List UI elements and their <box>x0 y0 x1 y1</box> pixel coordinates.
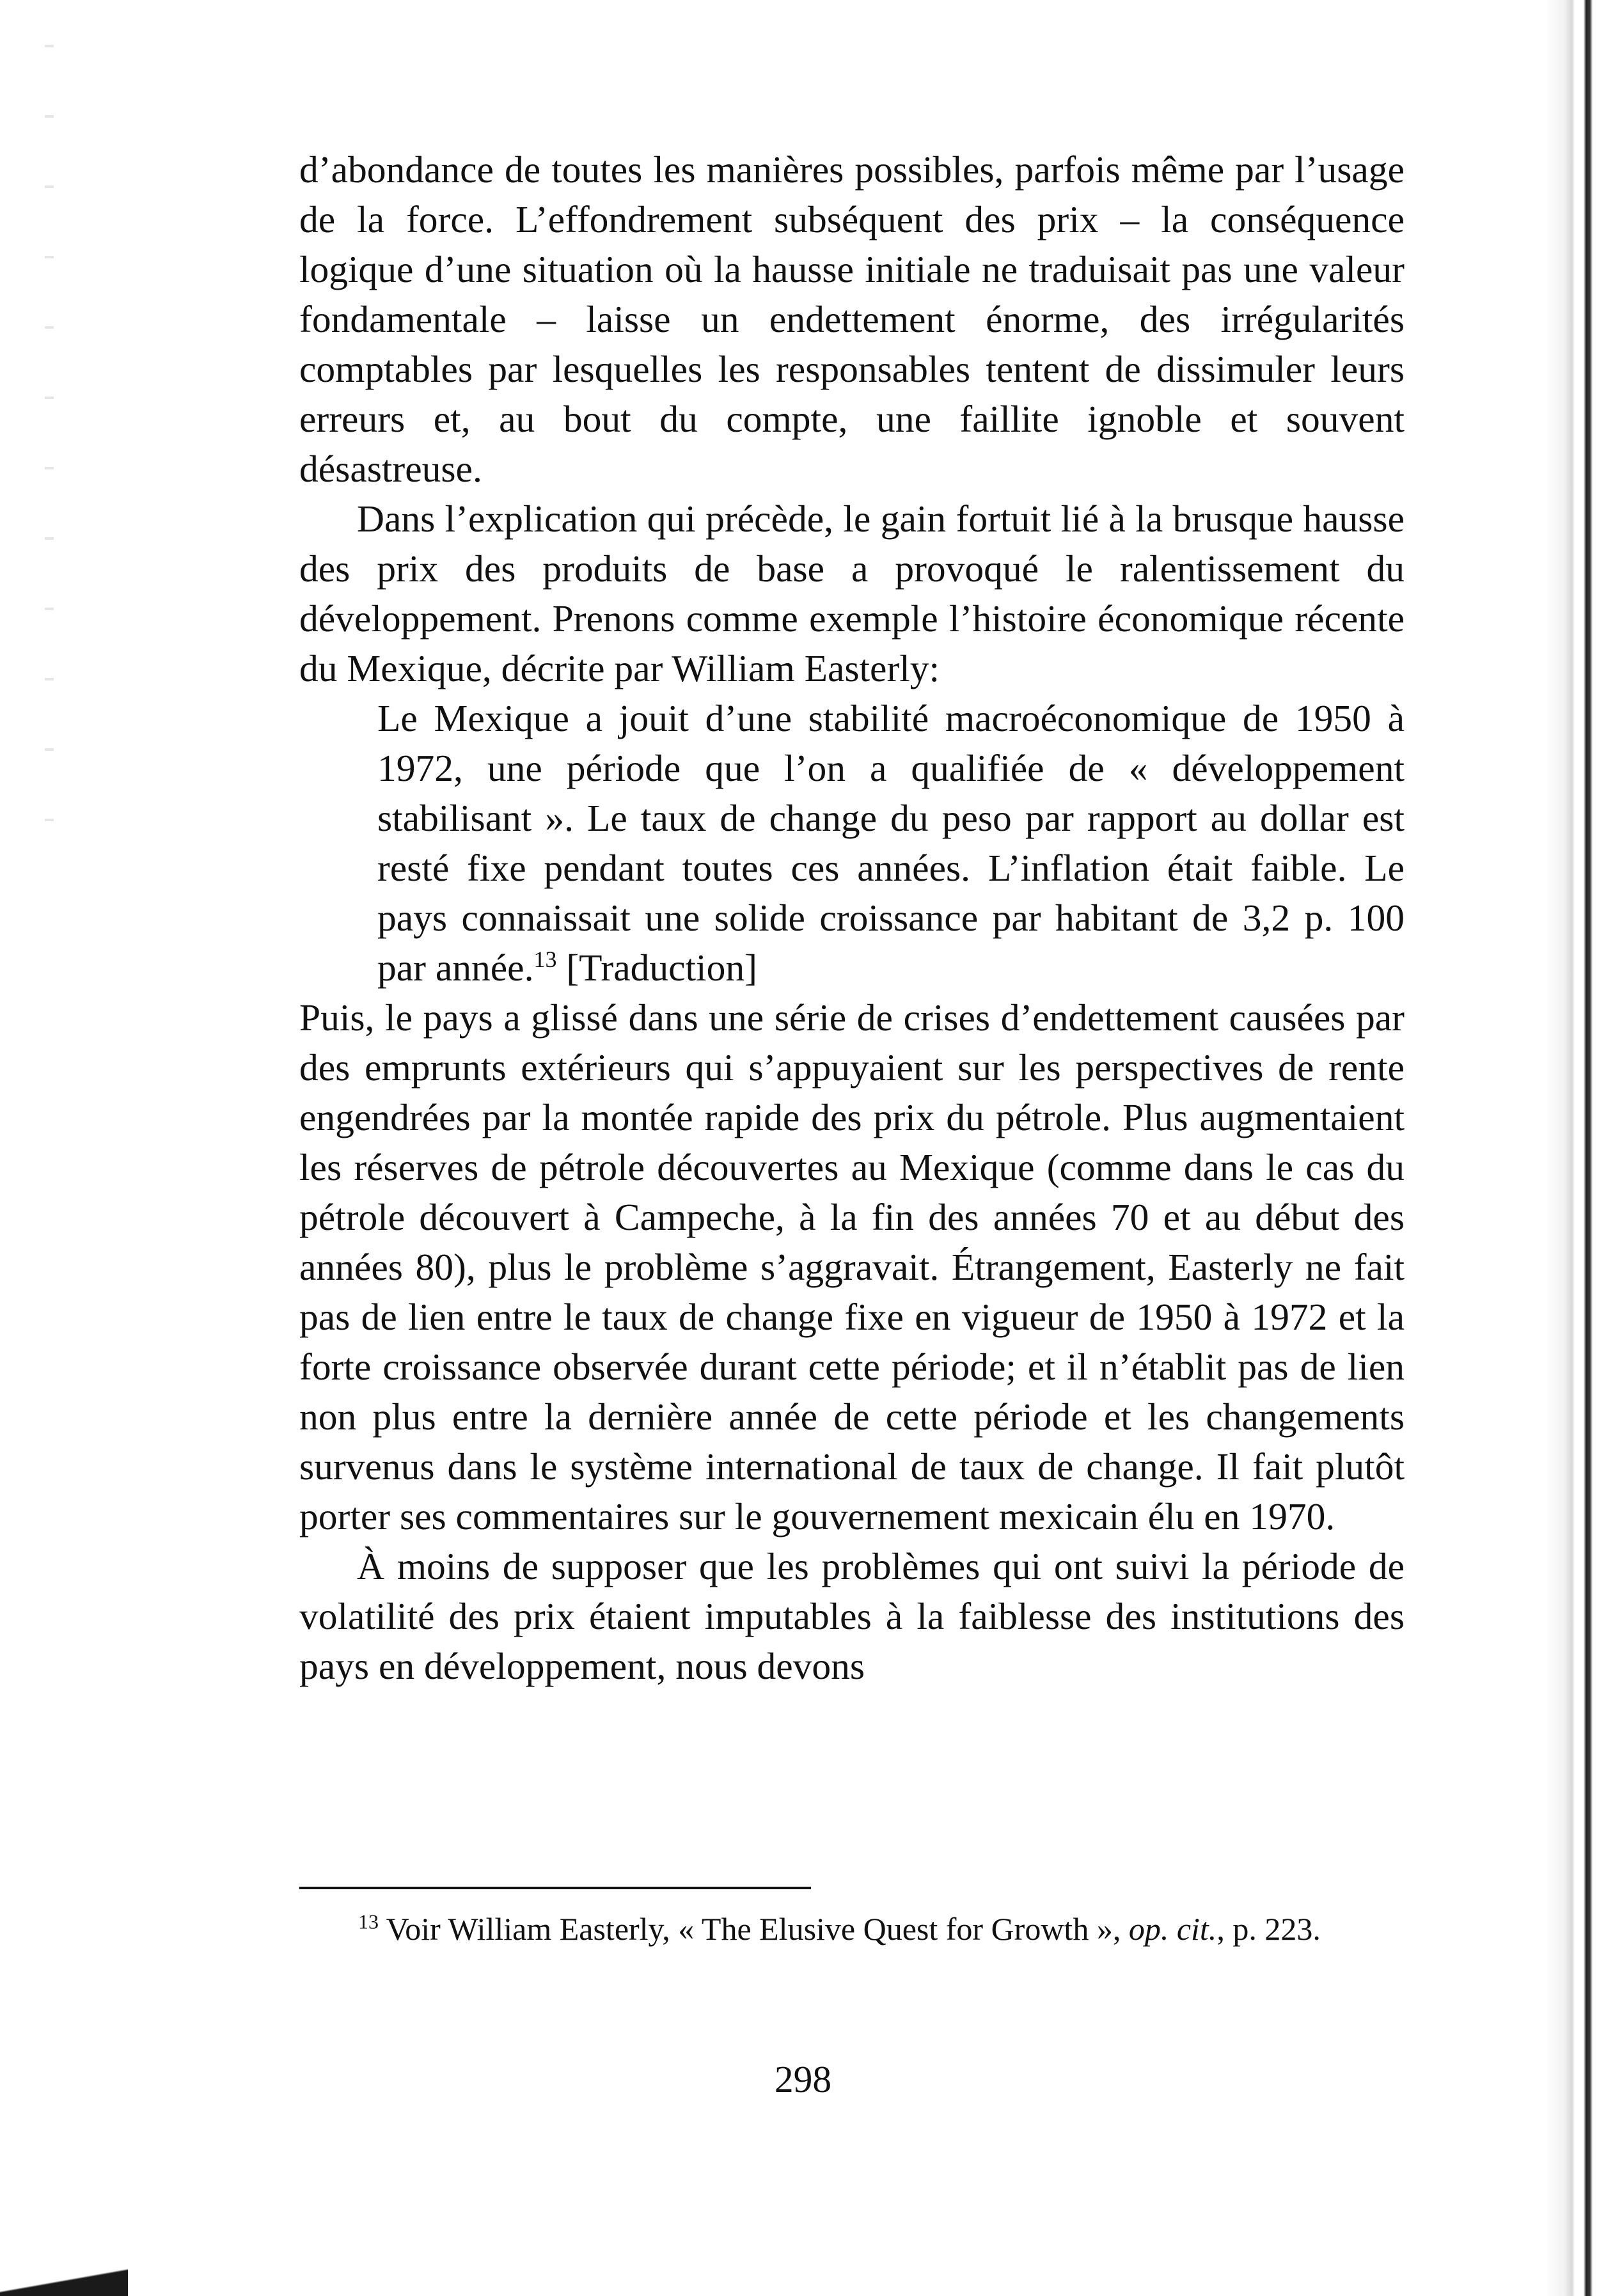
block-quote-text: Le Mexique a jouit d’une stabilité macroéconomique de 1950 à 1972, une période que l’on a qualifiée de « développement stabilisant ». Le taux de change du peso par rapport au dollar est resté fixe pendant toutes ces années. L’inflation était faible. Le pays connaissait une solide croissance par habitant de 3,2 p. 100 par année. <box>377 697 1405 989</box>
scan-corner-shadow <box>0 2258 128 2296</box>
paragraph-1: d’abondance de toutes les manières possibles, parfois même par l’usage de la force. L’effondrement subséquent des prix – la conséquence logique d’une situation où la hausse initiale ne traduisait pas une valeur fondamentale – laisse un endettement énorme, des irrégularités comptables par lesquelles les responsables tentent de dissimuler leurs erreurs et, au bout du compte, une faillite ignoble et souvent désastreuse. <box>299 148 1405 490</box>
footnote <box>299 1908 1405 1949</box>
paragraph-4: À moins de supposer que les problèmes qui ont suivi la période de volatilité des prix étaient imputables à la faiblesse des institutions des pays en développement, nous devons <box>299 1545 1405 1687</box>
scan-edge-shadow <box>1545 0 1606 2296</box>
page-number: 298 <box>774 2058 832 2100</box>
page-body <box>299 145 1405 1691</box>
footnote-text-before: Voir William Easterly, « The Elusive Quest for Growth », <box>379 1911 1129 1947</box>
block-quote <box>377 693 1405 993</box>
paragraph-3: Puis, le pays a glissé dans une série de crises d’endettement causées par des emprunts extérieurs qui s’appuyaient sur les perspectives de rente engendrées par la montée rapide des prix du pétrole. Plus augmentaient les réserves de pétrole découvertes au Mexique (comme dans le cas du pétrole découvert à Campeche, à la fin des années 70 et au début des années 80), plus le problème s’aggravait. Étrangement, Easterly ne fait pas de lien entre le taux de change fixe en vigueur de 1950 à 1972 et la forte croissance observée durant cette période; et il n’établit pas de lien non plus entre la dernière année de cette période et les changements survenus dans le système international de taux de change. Il fait plutôt porter ses commentaires sur le gouvernement mexicain élu en 1970. <box>299 996 1405 1537</box>
footnote-italic: op. cit. <box>1128 1911 1217 1947</box>
footnote-number: 13 <box>358 1910 379 1933</box>
footnote-reference[interactable]: 13 <box>533 947 557 973</box>
paragraph-2: Dans l’explication qui précède, le gain fortuit lié à la brusque hausse des prix des produits de base a provoqué le ralentissement du développement. Prenons comme exemple l’histoire économique récente du Mexique, décrite par William Easterly: <box>299 498 1405 689</box>
scan-specks <box>45 19 54 851</box>
block-quote-suffix: [Traduction] <box>556 947 757 989</box>
footnote-text-after: , p. 223. <box>1216 1911 1321 1947</box>
footnote-divider <box>299 1887 811 1889</box>
